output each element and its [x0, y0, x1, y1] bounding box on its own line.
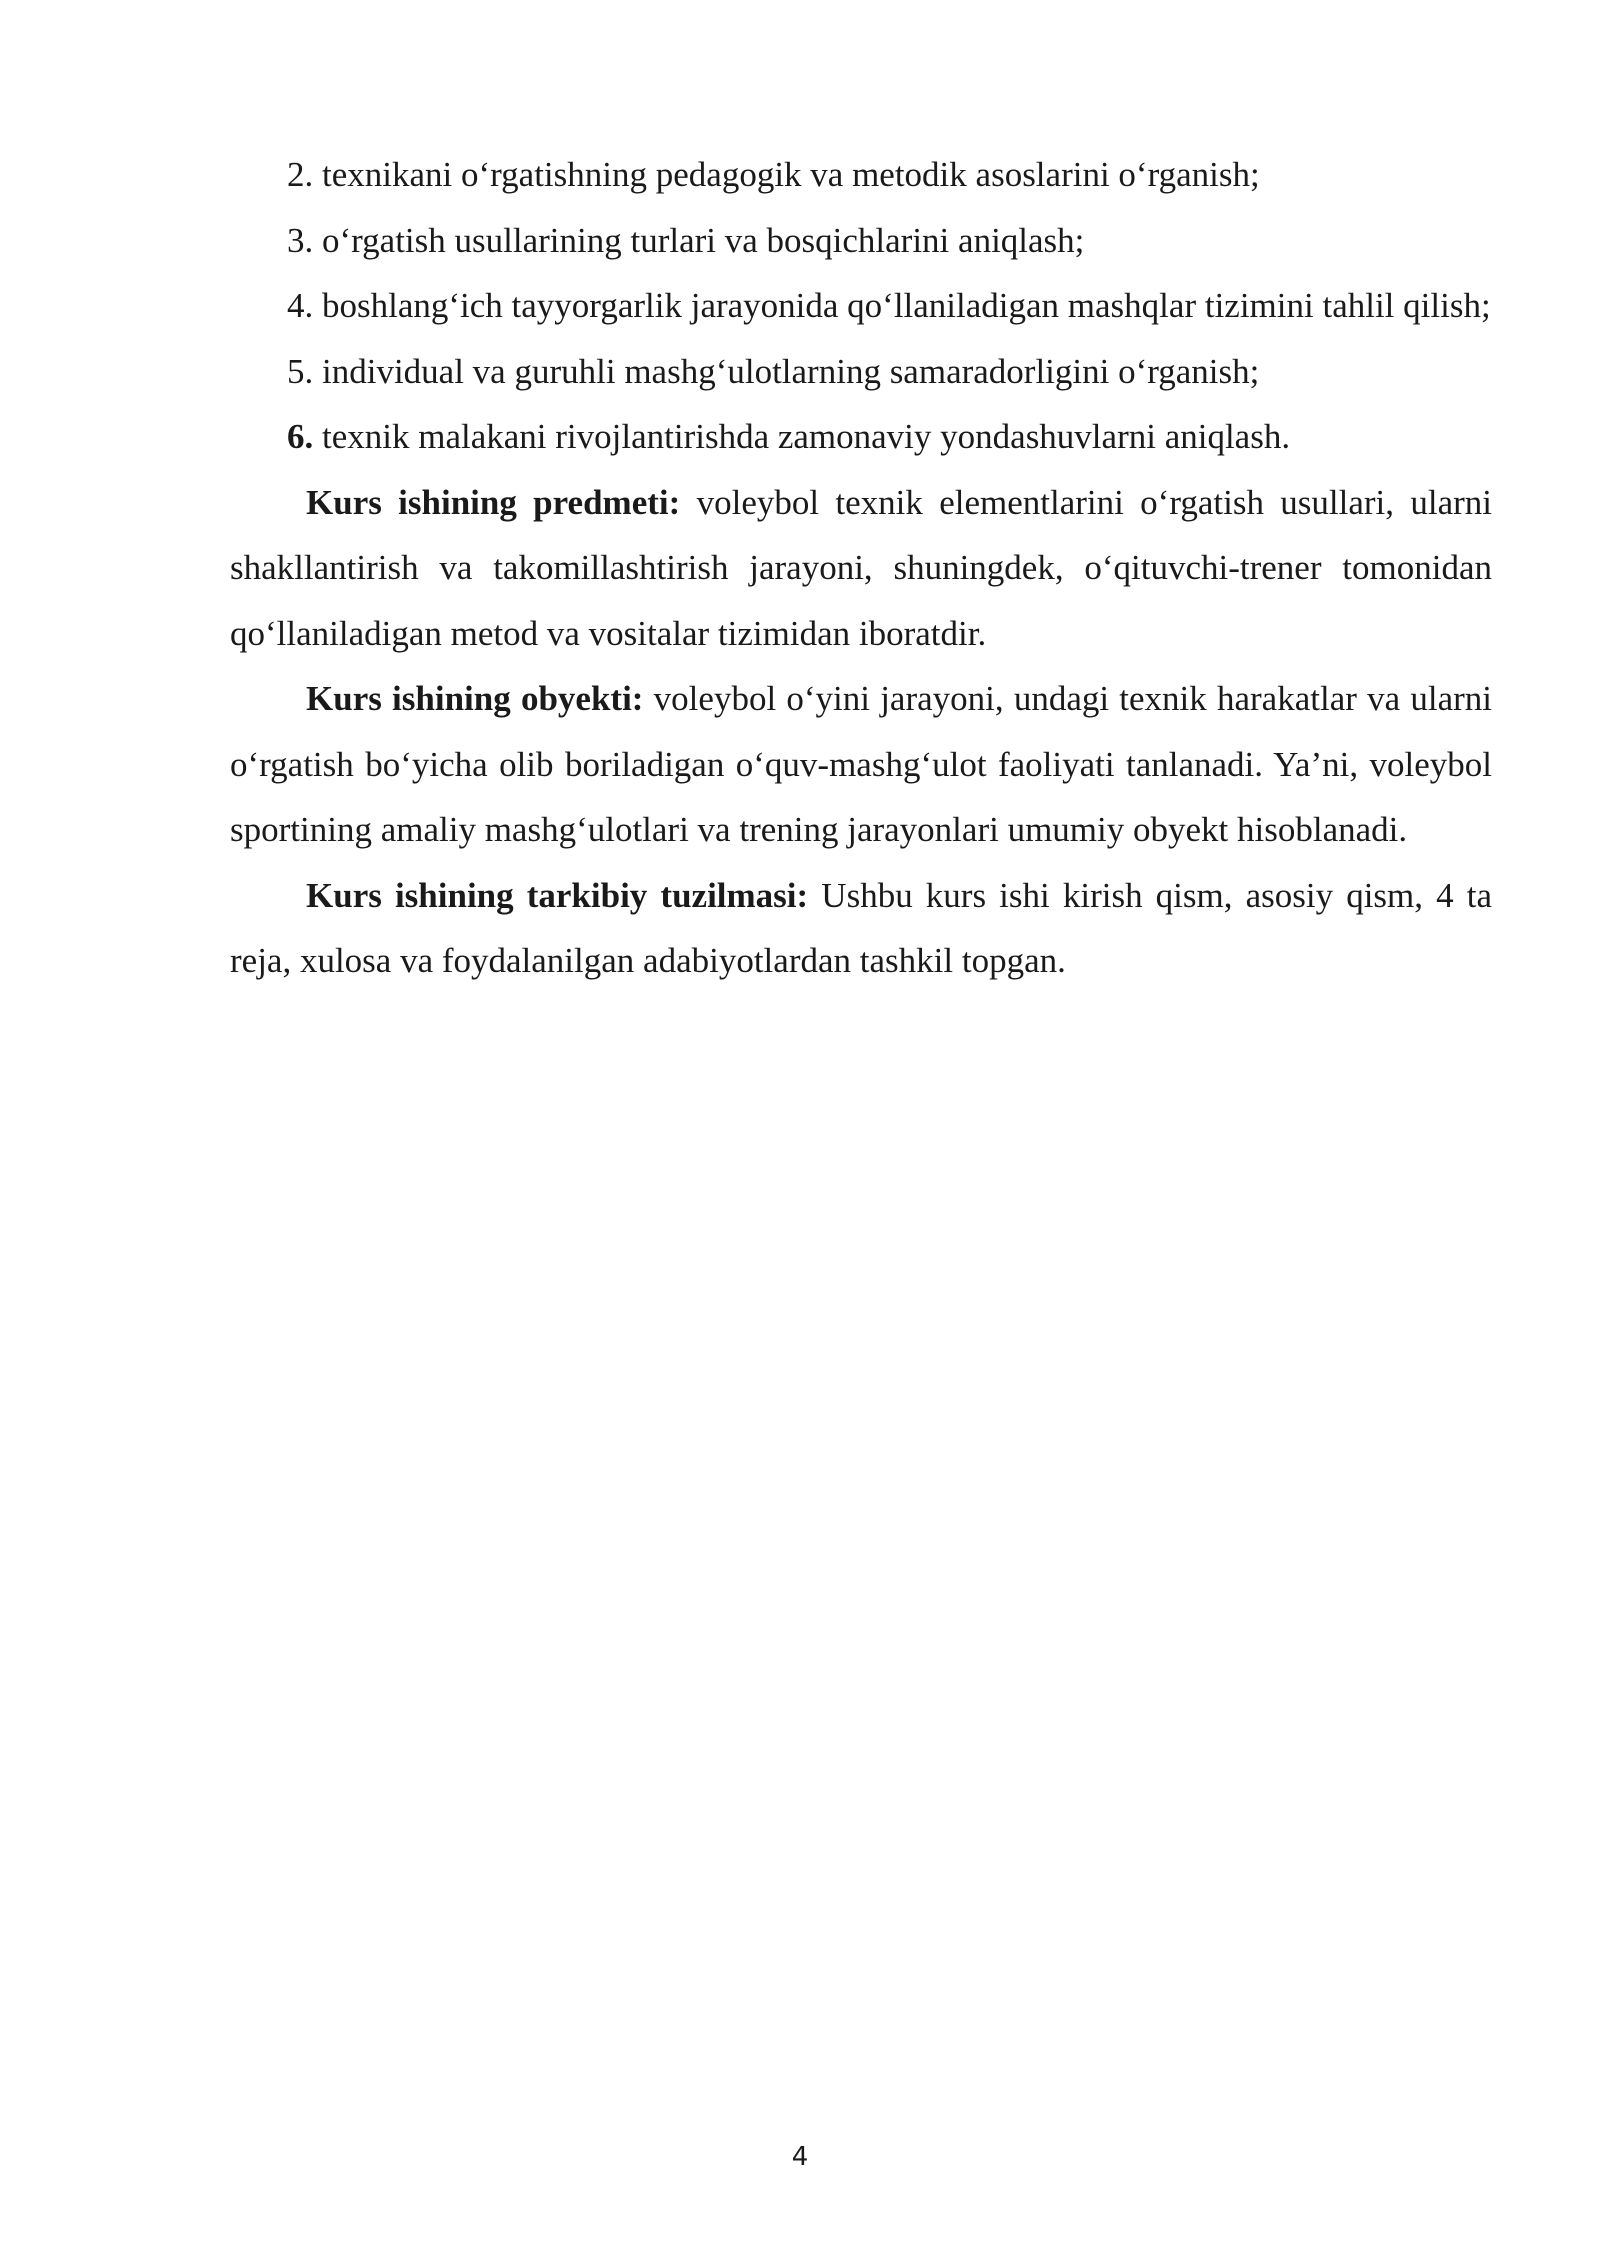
section-lead: Kurs ishining obyekti:: [306, 679, 644, 718]
list-item-number: 4.: [287, 286, 314, 325]
list-item: [230, 339, 1492, 405]
list-item: [230, 404, 1492, 470]
section-text: Ushbu kurs ishi kirish qism, asosiy qism, 4 ta reja, xulosa va foydalanilgan adabiyotlardan tashkil topgan.: [230, 875, 1492, 980]
section-structure: [230, 863, 1492, 994]
section-text: voleybol o‘yini jarayoni, undagi texnik harakatlar va ularni o‘rgatish bo‘yicha olib boriladigan o‘quv-mashg‘ulot faoliyati tanlanadi. Ya’ni, voleybol sportining amaliy mashg‘ulotlari va trening jarayonlari umumiy obyekt hisoblanadi.: [230, 679, 1492, 849]
section-lead: Kurs ishining predmeti:: [306, 482, 681, 522]
list-item-text: texnik malakani rivojlantirishda zamonaviy yondashuvlarni aniqlash.: [313, 417, 1291, 456]
document-body: [230, 142, 1492, 994]
list-item-text: o‘rgatish usullarining turlari va bosqichlarini aniqlash;: [313, 220, 1085, 260]
list-item-number: 2.: [287, 155, 314, 194]
list-item-number: 6.: [287, 417, 314, 456]
list-item-text: texnikani o‘rgatishning pedagogik va metodik asoslarini o‘rganish;: [313, 155, 1260, 194]
list-item: [230, 208, 1492, 274]
list-item-number: 5.: [287, 351, 314, 391]
list-item-text: individual va guruhli mashg‘ulotlarning samaradorligini o‘rganish;: [313, 351, 1260, 391]
list-item: [230, 273, 1492, 339]
list-item-text: boshlang‘ich tayyorgarlik jarayonida qo‘llaniladigan mashqlar tizimini tahlil qilish;: [313, 286, 1491, 325]
section-lead: Kurs ishining tarkibiy tuzilmasi:: [306, 875, 809, 915]
list-item-number: 3.: [287, 220, 314, 260]
page-number: 4: [791, 2142, 809, 2172]
list-item: [230, 142, 1492, 208]
section-object: [230, 666, 1492, 863]
section-text: voleybol texnik elementlarini o‘rgatish usullari, ularni shakllantirish va takomillashtirish jarayoni, shuningdek, o‘qituvchi-trener tomonidan qo‘llaniladigan metod va vositalar tizimidan iboratdir.: [230, 482, 1492, 653]
section-subject: [230, 470, 1492, 667]
